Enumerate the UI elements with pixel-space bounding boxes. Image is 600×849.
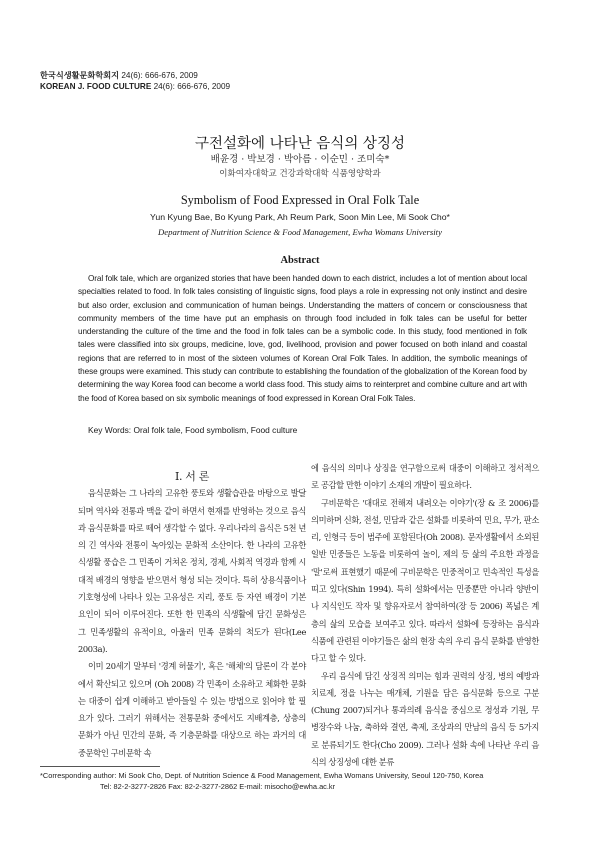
journal-line-en (40, 81, 230, 92)
section-heading: Ⅰ. 서 론 (175, 470, 209, 483)
journal-ref-en: 24(6): 666-676, 2009 (151, 82, 231, 91)
body-column-left (78, 468, 306, 762)
keywords-label: Key Words: (88, 425, 132, 435)
abstract-heading: Abstract (280, 255, 320, 266)
paragraph: 음식문화는 그 나라의 고유한 풍토와 생활습관을 바탕으로 발달되며 역사와 전통과 맥을 같이 하면서 현재를 반영하는 것으로 음식과 음식문화를 따로 떼어 생각할 수 없다. 우리나라의 음식은 5천 년의 긴 역사와 전통이 녹아있는 문화적 소산이다. 한 나라의 고유한 식생활 풍습은 그 민족이 거쳐온 정치, 경제, 사회적 역경과 함께 시대적 배경의 영향을 받으면서 형성 되는 것이다. 특히 상용식품이나 기호형성에 나타나 있는 고유성은 지리, 풍토 등 자연 배경이 기본요인이 되어 이루어진다. 또한 한 민족의 식생활에 담긴 문화성은 그 민족생활의 유적이요, 아울러 민족 문화의 척도가 된다(Lee 2003a). (78, 488, 307, 654)
footnote-contact: Tel: 82-2-3277-2826 Fax: 82-2-3277-2862 E-mail: misocho@ewha.ac.kr (100, 781, 336, 791)
affiliation-en: Department of Nutrition Science & Food Management, Ewha Womans University (158, 227, 442, 237)
keywords-list: Oral folk tale, Food symbolism, Food culture (131, 425, 298, 435)
footnote (40, 771, 483, 792)
paper-title-ko: 구전설화에 나타난 음식의 상징성 (195, 136, 405, 152)
paragraph: 이미 20세기 말부터 '경계 허물기', 혹은 '해체'의 담론이 각 분야에서 확산되고 있으며 (Oh 2008) 각 민족이 소유하고 체화한 문화는 대중이 쉽게 이해하고 받아들일 수 있는 방법으로 읽어야 할 필요가 있다. 그러기 위해서는 전통문화 중에서도 지배계층, 상층의 문화가 아닌 민간의 문화, 즉 기층문화를 대상으로 하는 과거의 대중문학인 구비문학 속 (78, 661, 306, 758)
authors-ko: 배윤경 · 박보경 · 박아름 · 이순민 · 조미숙* (210, 154, 390, 165)
journal-header (40, 70, 230, 92)
paragraph: 우리 음식에 담긴 상징적 의미는 힘과 권력의 상징, 병의 예방과 치료제, 정을 나누는 매개체, 기원을 담은 음식문화 등으로 구분(Chung 2007)되거나 통과의례 음식을 중심으로 정성과 기원, 무병장수와 나눔, 축하와 결연, 축제, 조상과의 만남의 음식 등 5가지로 분류되기도 한다(Cho 2009). 그러나 설화 속에 나타난 우리 음식의 상징성에 대한 분류 (311, 670, 539, 768)
journal-line-ko (40, 70, 230, 81)
abstract-text: Oral folk tale, which are organized stories that have been handed down to each district, includes a lot of mention about local specialties related to food. In folk tales consisting of linguistic signs, food plays a role in expressing not only instinct and desire but also order, exclusion and communication of human beings. Understanding the matters of concern or consciousness that community members of the time have put an emphasis on through food included in folk tales can be useful for better understanding the culture of the time and the food in folk tales can be a symbolic code. In this study, food mentioned in folk tales were classified into six groups, medicine, love, god, livelihood, provision and power focused on both inland and coastal regions that are referred to in most of the sixteen volumes of Korean Oral Folk Tales. In addition, the symbolic meanings of these groups were examined. This study can contribute to establishing the foundation of the globalization of the Korean food by determining the way Korea food can become a world class food. This study aims to reinterpret and combine culture and art with the food of Korea based on six symbolic meanings of food expressed in Korean Oral Folk Tales. (78, 274, 527, 403)
footnote-author: *Corresponding author: Mi Sook Cho, Dept. of Nutrition Science & Food Management, Ewha Womans University, Seoul 120-750, Korea (40, 771, 484, 780)
keywords (88, 425, 297, 435)
paper-title-en: Symbolism of Food Expressed in Oral Folk Tale (180, 193, 420, 207)
body-column-right (311, 460, 539, 771)
authors-en: Yun Kyung Bae, Bo Kyung Park, Ah Reum Park, Soon Min Lee, Mi Sook Cho* (150, 212, 450, 222)
journal-name-en: KOREAN J. FOOD CULTURE (40, 82, 152, 91)
footnote-divider (40, 766, 160, 767)
affiliation-ko: 이화여자대학교 건강과학대학 식품영양학과 (219, 169, 381, 179)
paragraph: 에 음식의 의미나 상징을 연구함으로써 대중이 이해하고 정서적으로 공감할 만한 이야기 소재의 개발이 필요하다. (311, 463, 539, 491)
journal-ref-ko: 24(6): 666-676, 2009 (119, 71, 198, 80)
journal-name-ko: 한국식생활문화학회지 (40, 71, 120, 80)
paragraph: 구비문학은 '대대로 전해져 내려오는 이야기'(장 & 조 2006)를 의미하며 신화, 전설, 민담과 같은 설화를 비롯하여 민요, 무가, 판소리, 인형극 등이 범주에 포함된다(Oh 2008). 문자생활에서 소외된 일반 민중들은 노동을 비롯하여 놀이, 제의 등 삶의 주요한 과정을 '말'로써 표현했기 때문에 구비문학은 민중적이고 민속적인 특성을 띠고 있다(Shin 1994). 특히 설화에서는 민중뿐만 아니라 양반이나 지식인도 작자 및 향유자로서 참여하여(장 등 2006) 폭넓은 계층의 삶의 모습을 보여주고 있다. 따라서 설화에 등장하는 음식과 식품에 관련된 이야기들은 삶의 현장 속의 우리 음식 문화를 반영한다고 할 수 있다. (311, 497, 539, 664)
